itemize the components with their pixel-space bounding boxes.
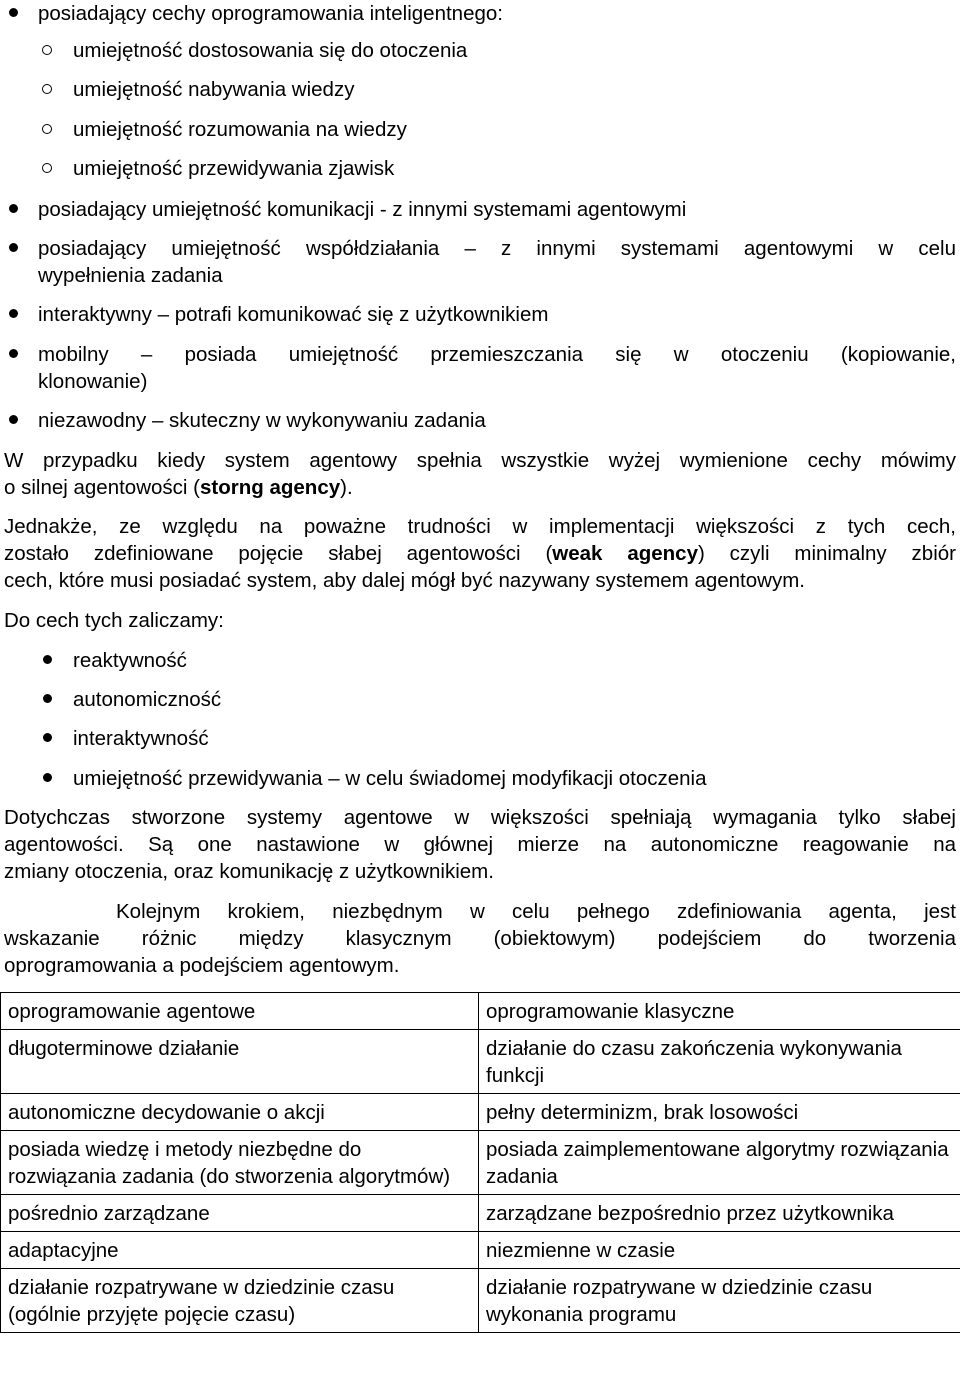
bullet-icon — [43, 655, 52, 664]
table-cell: zarządzane bezpośrednio przez użytkownika — [479, 1195, 960, 1232]
feature-cooperation-line: wypełnienia zadania — [38, 264, 223, 287]
paragraph-line — [4, 540, 956, 567]
bullet-icon — [9, 243, 18, 252]
table-cell: niezmienne w czasie — [479, 1232, 960, 1269]
feature-reliable: niezawodny – skuteczny w wykonywaniu zadania — [38, 409, 486, 432]
table-cell: działanie rozpatrywane w dziedzinie czasu (ogólnie przyjęte pojęcie czasu) — [1, 1269, 479, 1333]
feature-communication: posiadający umiejętność komunikacji - z innymi systemami agentowymi — [38, 198, 687, 221]
bullet-icon — [9, 8, 18, 17]
paragraph-line: agentowości. Są one nastawione w głównej mierze na autonomiczne reagowanie na — [4, 833, 956, 856]
feature-mobile-line: mobilny – posiada umiejętność przemieszczania się w otoczeniu (kopiowanie, — [38, 343, 956, 366]
text-segment: zostało zdefiniowane pojęcie słabej agentowości ( — [4, 542, 553, 565]
weak-list-header: Do cech tych zaliczamy: — [4, 609, 224, 632]
feature-mobile — [38, 341, 956, 395]
weak-list-item: autonomiczność — [73, 688, 222, 711]
circle-bullet-icon — [42, 45, 52, 55]
table-header-cell: oprogramowanie klasyczne — [479, 993, 960, 1030]
circle-bullet-icon — [42, 124, 52, 134]
bullet-icon — [43, 773, 52, 782]
paragraph-line — [4, 474, 956, 501]
weak-agency-paragraph — [4, 513, 956, 594]
table-cell: działanie do czasu zakończenia wykonywania funkcji — [479, 1030, 960, 1094]
table-row — [1, 1269, 960, 1333]
term-weak-agency: weak agency — [552, 542, 698, 565]
paragraph-line: W przypadku kiedy system agentowy spełnia wszystkie wyżej wymienione cechy mówimy — [4, 449, 956, 472]
comparison-table — [0, 992, 960, 1333]
paragraph-line: zmiany otoczenia, oraz komunikację z użytkownikiem. — [4, 860, 494, 883]
table-cell: pośrednio zarządzane — [1, 1195, 479, 1232]
bullet-icon — [9, 415, 18, 424]
paragraph-line: oprogramowania a podejściem agentowym. — [4, 954, 400, 977]
table-row — [1, 1094, 960, 1131]
text-segment: ) czyli minimalny zbiór — [697, 542, 956, 565]
current-systems-paragraph — [4, 804, 956, 885]
strong-agency-paragraph — [4, 447, 956, 501]
table-cell: posiada zaimplementowane algorytmy rozwiązania zadania — [479, 1131, 960, 1195]
weak-list-item: interaktywność — [73, 727, 209, 750]
table-cell: adaptacyjne — [1, 1232, 479, 1269]
table-header-row — [1, 993, 960, 1030]
text-segment: ). — [340, 476, 353, 499]
paragraph-line: cech, które musi posiadać system, aby dalej mógł być nazywany systemem agentowym. — [4, 569, 805, 592]
table-cell: długoterminowe działanie — [1, 1030, 479, 1094]
bullet-icon — [9, 309, 18, 318]
table-header-cell: oprogramowanie agentowe — [1, 993, 479, 1030]
table-row — [1, 1195, 960, 1232]
paragraph-line: wskazanie różnic między klasycznym (obiektowym) podejściem do tworzenia — [4, 927, 956, 950]
weak-list-item: reaktywność — [73, 649, 187, 672]
bullet-icon — [9, 349, 18, 358]
paragraph-line: Jednakże, ze względu na poważne trudności w implementacji większości z tych cech, — [4, 515, 956, 538]
sub-list-item: umiejętność przewidywania zjawisk — [73, 157, 395, 180]
sub-list-item: umiejętność rozumowania na wiedzy — [73, 118, 407, 141]
table-row — [1, 1131, 960, 1195]
feature-interactive: interaktywny – potrafi komunikować się z użytkownikiem — [38, 303, 549, 326]
circle-bullet-icon — [42, 163, 52, 173]
sub-list-item: umiejętność nabywania wiedzy — [73, 78, 355, 101]
sub-list-header: posiadający cechy oprogramowania inteligentnego: — [38, 2, 503, 25]
text-segment: o silnej agentowości ( — [4, 476, 200, 499]
weak-list-item: umiejętność przewidywania – w celu świadomej modyfikacji otoczenia — [73, 767, 707, 790]
feature-cooperation-line: posiadający umiejętność współdziałania – z innymi systemami agentowymi w celu — [38, 237, 956, 260]
table-cell: działanie rozpatrywane w dziedzinie czasu wykonania programu — [479, 1269, 960, 1333]
term-strong-agency: storng agency — [200, 476, 341, 499]
bullet-icon — [43, 733, 52, 742]
feature-mobile-line: klonowanie) — [38, 370, 148, 393]
table-cell: pełny determinizm, brak losowości — [479, 1094, 960, 1131]
circle-bullet-icon — [42, 84, 52, 94]
table-cell: autonomiczne decydowanie o akcji — [1, 1094, 479, 1131]
next-step-paragraph — [4, 898, 956, 979]
table-row — [1, 1030, 960, 1094]
table-cell: posiada wiedzę i metody niezbędne do rozwiązania zadania (do stworzenia algorytmów) — [1, 1131, 479, 1195]
bullet-icon — [43, 694, 52, 703]
sub-list-item: umiejętność dostosowania się do otoczenia — [73, 39, 468, 62]
feature-cooperation — [38, 235, 956, 289]
bullet-icon — [9, 204, 18, 213]
paragraph-line: Dotychczas stworzone systemy agentowe w większości spełniają wymagania tylko słabej — [4, 806, 956, 829]
table-row — [1, 1232, 960, 1269]
paragraph-line: Kolejnym krokiem, niezbędnym w celu pełnego zdefiniowania agenta, jest — [116, 900, 956, 923]
